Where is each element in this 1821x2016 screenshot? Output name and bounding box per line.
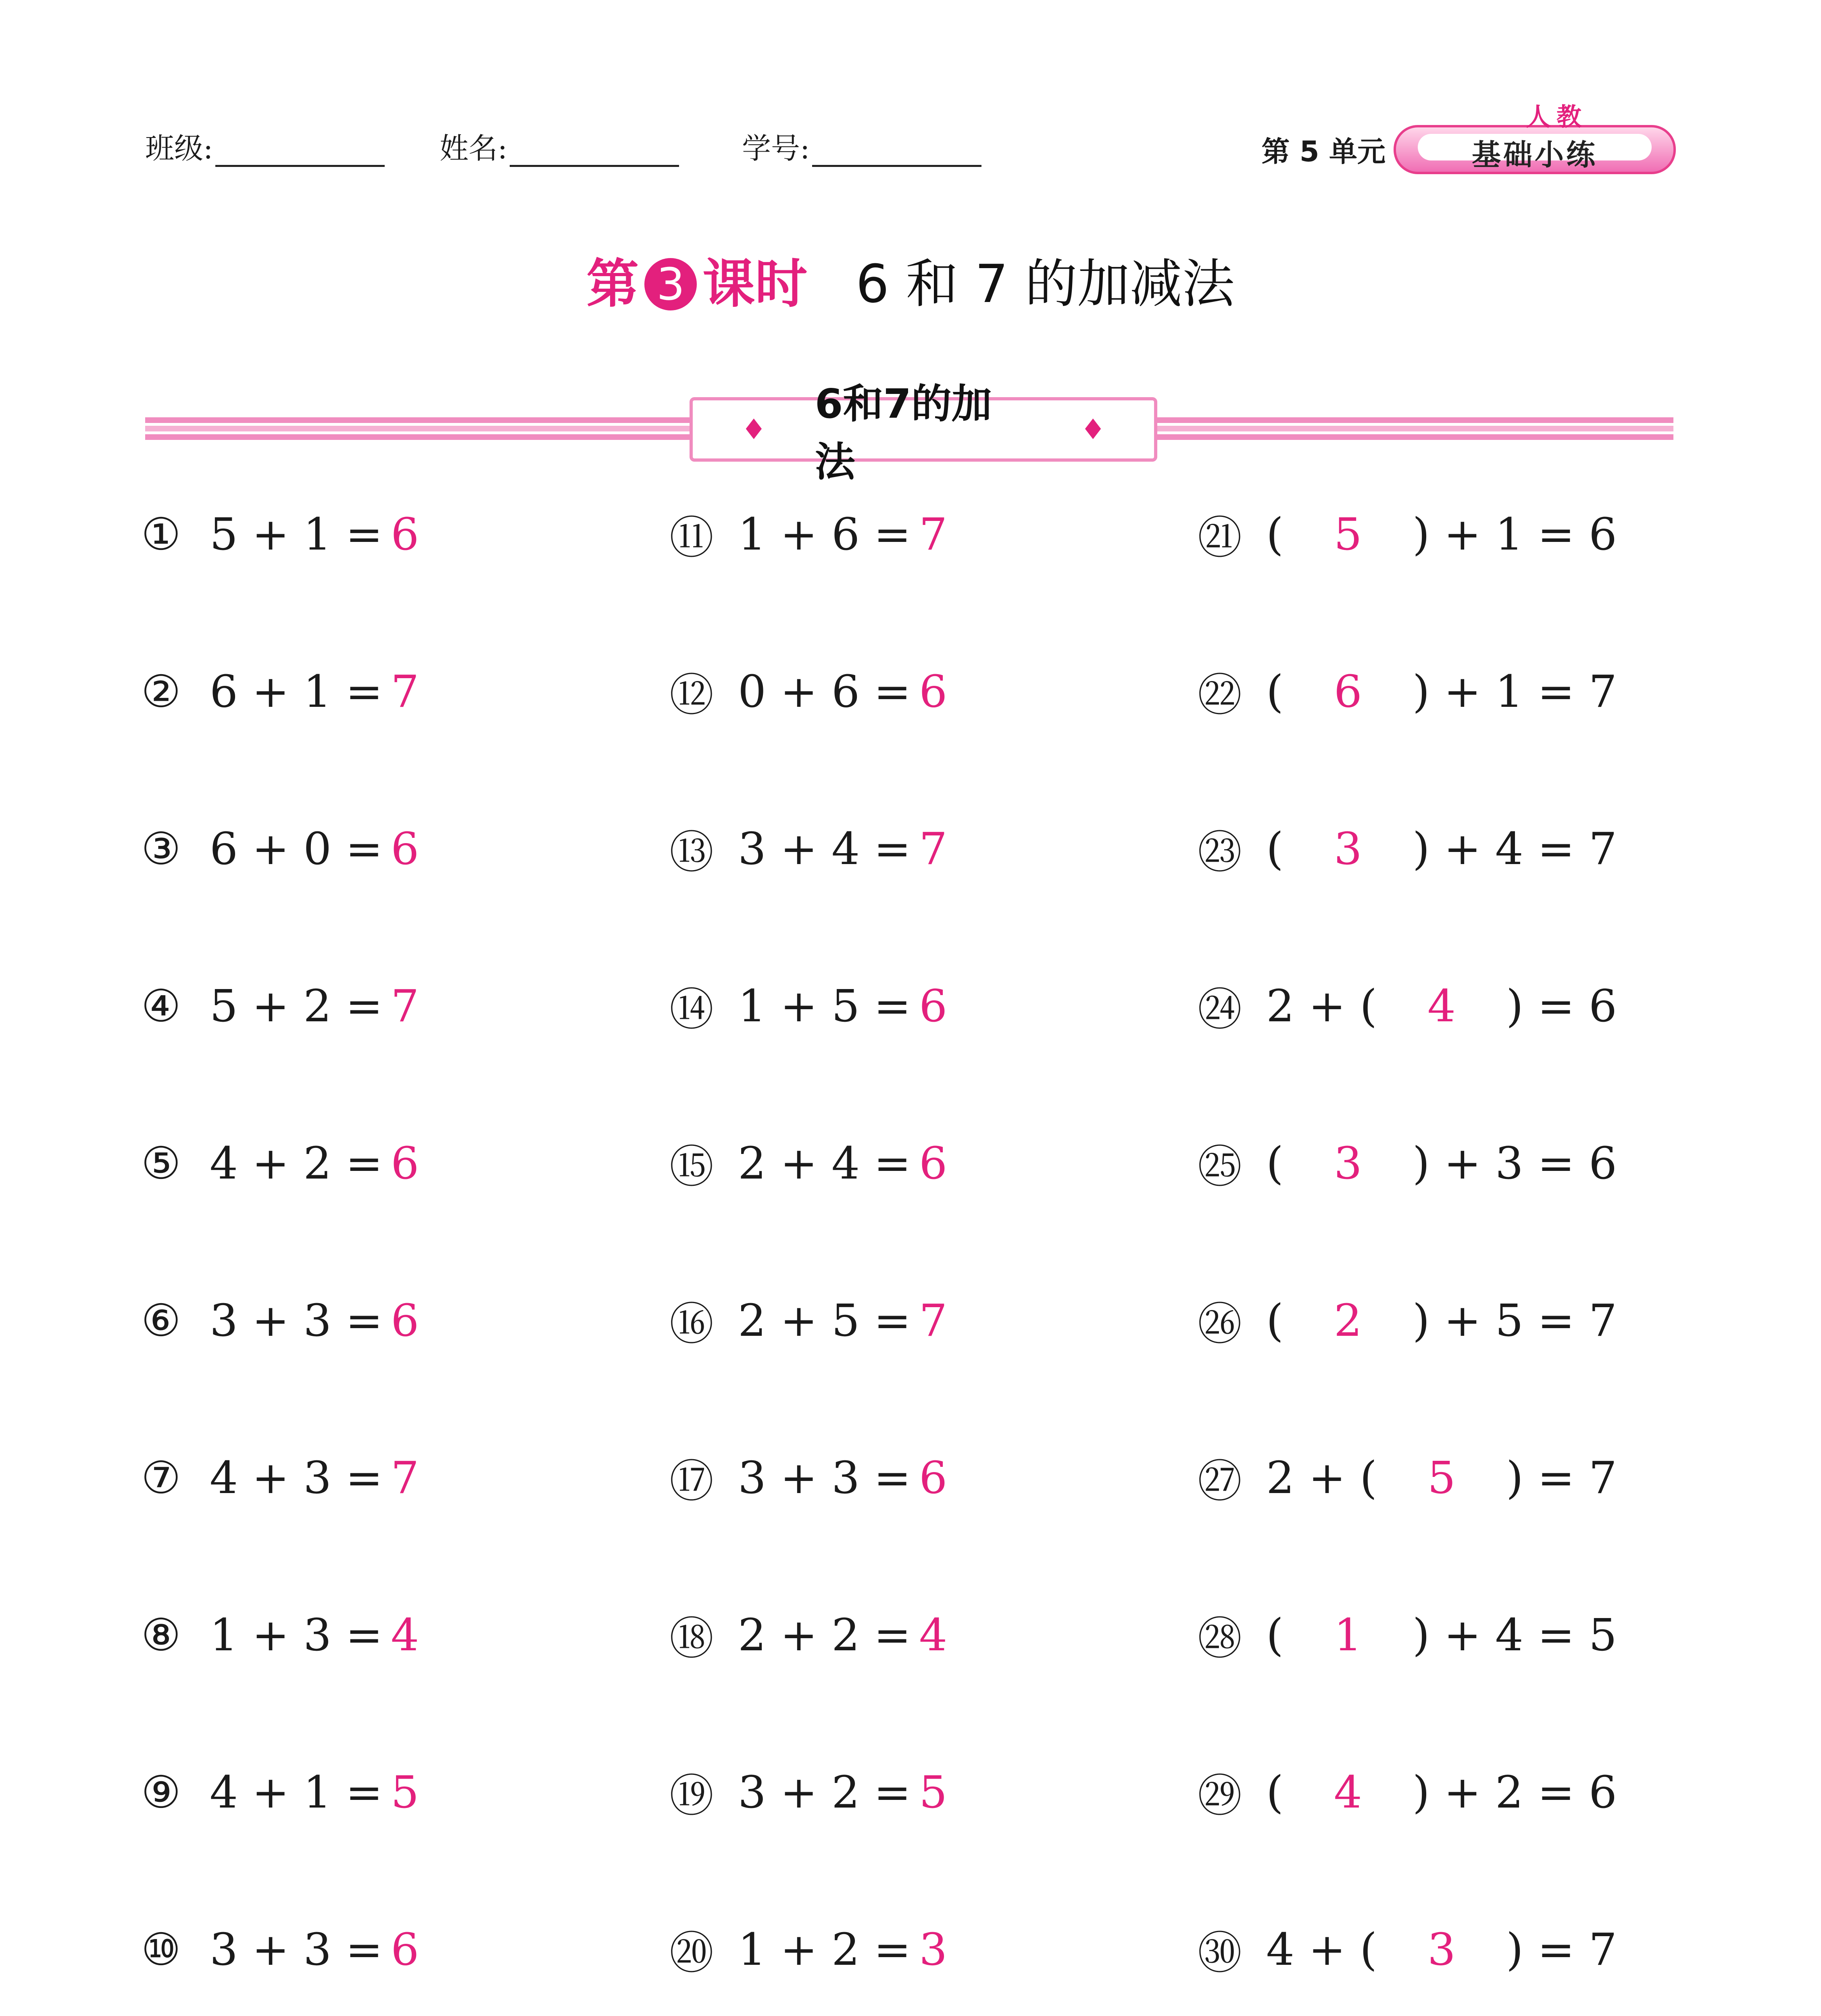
problem-suffix: ) = 6 bbox=[1506, 980, 1617, 1032]
problem-item bbox=[1198, 1917, 1617, 1982]
problem-item bbox=[669, 1131, 947, 1195]
answer-field[interactable]: 7 bbox=[391, 980, 419, 1032]
problem-item bbox=[669, 1917, 947, 1982]
problem-number: ④ bbox=[141, 980, 181, 1032]
answer-field[interactable]: 6 bbox=[919, 980, 948, 1032]
problem-number: ㉓ bbox=[1198, 827, 1242, 878]
problem-number: ② bbox=[141, 666, 181, 717]
answer-field[interactable]: 7 bbox=[919, 508, 948, 560]
problem-expression: 3 + 3 = bbox=[210, 1295, 383, 1346]
problem-item bbox=[141, 1131, 419, 1195]
problem-suffix: ) + 4 = 7 bbox=[1412, 823, 1617, 875]
section-title: 6和7的加法 bbox=[815, 380, 992, 485]
problem-expression: 3 + 2 = bbox=[738, 1766, 911, 1818]
problem-prefix: ( bbox=[1266, 1137, 1283, 1189]
problem-number: ㉑ bbox=[1198, 512, 1242, 564]
problem-expression: 1 + 5 = bbox=[738, 980, 911, 1032]
section-divider-left bbox=[145, 417, 690, 440]
series-name: 基础小练 bbox=[1471, 138, 1598, 172]
answer-field[interactable]: 5 bbox=[919, 1766, 948, 1818]
problem-expression: 2 + 2 = bbox=[738, 1609, 911, 1661]
answer-field[interactable]: 4 bbox=[1427, 980, 1456, 1032]
problem-item bbox=[669, 1445, 947, 1510]
answer-field[interactable]: 7 bbox=[391, 666, 419, 717]
publisher-label: 人教 bbox=[1525, 102, 1587, 131]
class-label: 班级: bbox=[145, 131, 213, 165]
problem-item bbox=[669, 1603, 947, 1667]
problem-number: ① bbox=[141, 508, 181, 560]
problem-prefix: ( bbox=[1266, 1609, 1283, 1661]
answer-field[interactable]: 5 bbox=[1427, 1452, 1456, 1504]
answer-field[interactable]: 4 bbox=[919, 1609, 948, 1661]
problem-item bbox=[1198, 1131, 1617, 1195]
problem-number: ⑩ bbox=[141, 1924, 181, 1975]
problem-item bbox=[141, 502, 419, 566]
problem-number: ⑯ bbox=[669, 1298, 714, 1350]
answer-field[interactable]: 5 bbox=[1333, 508, 1362, 560]
problem-item bbox=[141, 974, 419, 1038]
problem-number: ㉗ bbox=[1198, 1456, 1242, 1507]
problem-number: ⑬ bbox=[669, 827, 714, 878]
name-blank-line[interactable] bbox=[510, 141, 679, 167]
problem-number: ㉕ bbox=[1198, 1141, 1242, 1193]
series-badge bbox=[1394, 97, 1676, 177]
problem-expression: 2 + 4 = bbox=[738, 1137, 911, 1189]
problem-expression: 0 + 6 = bbox=[738, 666, 911, 717]
answer-field[interactable]: 2 bbox=[1333, 1295, 1362, 1346]
answer-field[interactable]: 6 bbox=[1333, 666, 1362, 717]
student-id-blank-line[interactable] bbox=[812, 141, 981, 167]
problem-expression: 6 + 1 = bbox=[210, 666, 383, 717]
section-heading bbox=[690, 380, 1157, 485]
problem-item bbox=[669, 1760, 947, 1824]
answer-field[interactable]: 3 bbox=[1427, 1924, 1456, 1975]
problem-expression: 1 + 6 = bbox=[738, 508, 911, 560]
problem-number: ㉔ bbox=[1198, 984, 1242, 1035]
answer-field[interactable]: 3 bbox=[919, 1924, 948, 1975]
problem-expression: 5 + 1 = bbox=[210, 508, 383, 560]
problem-number: ⑨ bbox=[141, 1766, 181, 1818]
problem-item bbox=[141, 1445, 419, 1510]
problem-item bbox=[669, 1288, 947, 1353]
problem-prefix: 2 + ( bbox=[1266, 1452, 1377, 1504]
answer-field[interactable]: 7 bbox=[919, 1295, 948, 1346]
problem-item bbox=[1198, 974, 1617, 1038]
answer-field[interactable]: 7 bbox=[391, 1452, 419, 1504]
problem-expression: 4 + 1 = bbox=[210, 1766, 383, 1818]
problem-expression: 3 + 4 = bbox=[738, 823, 911, 875]
problem-item bbox=[1198, 659, 1617, 724]
problem-suffix: ) + 1 = 6 bbox=[1412, 508, 1617, 560]
problem-suffix: ) + 4 = 5 bbox=[1412, 1609, 1617, 1661]
answer-field[interactable]: 1 bbox=[1333, 1609, 1362, 1661]
answer-field[interactable]: 3 bbox=[1333, 823, 1362, 875]
problem-prefix: 4 + ( bbox=[1266, 1924, 1377, 1975]
name-field[interactable] bbox=[440, 125, 679, 167]
problem-number: ⑱ bbox=[669, 1613, 714, 1664]
problem-prefix: ( bbox=[1266, 666, 1283, 717]
name-label: 姓名: bbox=[440, 131, 508, 165]
problem-number: ⑭ bbox=[669, 984, 714, 1035]
problem-expression: 2 + 5 = bbox=[738, 1295, 911, 1346]
problem-suffix: ) = 7 bbox=[1506, 1924, 1617, 1975]
lesson-suffix: 课时 bbox=[702, 253, 808, 314]
class-field[interactable] bbox=[145, 125, 385, 167]
lesson-prefix: 第 bbox=[586, 253, 639, 314]
problem-expression: 3 + 3 = bbox=[738, 1452, 911, 1504]
problem-number: ㉙ bbox=[1198, 1770, 1242, 1822]
problem-item bbox=[141, 1288, 419, 1353]
problem-number: ⑪ bbox=[669, 512, 714, 564]
problem-item bbox=[669, 816, 947, 881]
problem-item bbox=[1198, 502, 1617, 566]
problem-number: ⑳ bbox=[669, 1927, 714, 1979]
problem-prefix: 2 + ( bbox=[1266, 980, 1377, 1032]
problem-number: ⑥ bbox=[141, 1295, 181, 1346]
problem-prefix: ( bbox=[1266, 508, 1283, 560]
problem-item bbox=[669, 974, 947, 1038]
problem-expression: 1 + 2 = bbox=[738, 1924, 911, 1975]
answer-field[interactable]: 5 bbox=[391, 1766, 419, 1818]
problem-suffix: ) + 5 = 7 bbox=[1412, 1295, 1617, 1346]
problem-number: ⑫ bbox=[669, 669, 714, 721]
problem-item bbox=[141, 1760, 419, 1824]
student-id-label: 学号: bbox=[742, 131, 810, 165]
problem-suffix: ) = 7 bbox=[1506, 1452, 1617, 1504]
answer-field[interactable]: 4 bbox=[391, 1609, 419, 1661]
problem-suffix: ) + 2 = 6 bbox=[1412, 1766, 1617, 1818]
problem-prefix: ( bbox=[1266, 1766, 1283, 1818]
answer-field[interactable]: 6 bbox=[919, 1137, 948, 1189]
class-blank-line[interactable] bbox=[215, 141, 385, 167]
problem-item bbox=[669, 502, 947, 566]
problem-item bbox=[1198, 816, 1617, 881]
problem-item bbox=[141, 1603, 419, 1667]
problem-number: ③ bbox=[141, 823, 181, 875]
problem-suffix: ) + 1 = 7 bbox=[1412, 666, 1617, 717]
problem-item bbox=[1198, 1288, 1617, 1353]
problem-expression: 4 + 3 = bbox=[210, 1452, 383, 1504]
answer-field[interactable]: 6 bbox=[919, 666, 948, 717]
answer-field[interactable]: 6 bbox=[919, 1452, 948, 1504]
problem-item bbox=[141, 816, 419, 881]
answer-field[interactable]: 6 bbox=[391, 508, 419, 560]
problem-expression: 6 + 0 = bbox=[210, 823, 383, 875]
unit-label: 第 5 单元 bbox=[1261, 135, 1386, 168]
answer-field[interactable]: 3 bbox=[1333, 1137, 1362, 1189]
diamond-icon: ♦ bbox=[1080, 413, 1106, 446]
problem-number: ⑲ bbox=[669, 1770, 714, 1822]
problem-number: ⑰ bbox=[669, 1456, 714, 1507]
answer-field[interactable]: 6 bbox=[391, 1295, 419, 1346]
section-divider-right bbox=[1157, 417, 1673, 440]
problem-item bbox=[1198, 1603, 1617, 1667]
problem-expression: 5 + 2 = bbox=[210, 980, 383, 1032]
answer-field[interactable]: 4 bbox=[1333, 1766, 1362, 1818]
answer-field[interactable]: 6 bbox=[391, 823, 419, 875]
problem-prefix: ( bbox=[1266, 823, 1283, 875]
problem-number: ㉒ bbox=[1198, 669, 1242, 721]
problem-number: ㉖ bbox=[1198, 1298, 1242, 1350]
answer-field[interactable]: 7 bbox=[919, 823, 948, 875]
problem-number: ㉘ bbox=[1198, 1613, 1242, 1664]
problem-number: ㉚ bbox=[1198, 1927, 1242, 1979]
page-title bbox=[0, 242, 1821, 317]
problem-number: ⑮ bbox=[669, 1141, 714, 1193]
lesson-topic: 6 和 7 的加减法 bbox=[856, 253, 1235, 314]
answer-field[interactable]: 6 bbox=[391, 1137, 419, 1189]
header bbox=[145, 97, 1676, 177]
problem-item bbox=[1198, 1760, 1617, 1824]
student-id-field[interactable] bbox=[742, 125, 981, 167]
problem-item bbox=[141, 659, 419, 724]
problem-item bbox=[1198, 1445, 1617, 1510]
problem-number: ⑤ bbox=[141, 1137, 181, 1189]
problem-suffix: ) + 3 = 6 bbox=[1412, 1137, 1617, 1189]
answer-field[interactable]: 6 bbox=[391, 1924, 419, 1975]
lesson-number-badge: 3 bbox=[644, 258, 697, 310]
problem-expression: 3 + 3 = bbox=[210, 1924, 383, 1975]
problem-number: ⑦ bbox=[141, 1452, 181, 1504]
problem-item bbox=[669, 659, 947, 724]
diamond-icon: ♦ bbox=[741, 413, 767, 446]
problem-prefix: ( bbox=[1266, 1295, 1283, 1346]
problem-expression: 1 + 3 = bbox=[210, 1609, 383, 1661]
problem-number: ⑧ bbox=[141, 1609, 181, 1661]
problem-item bbox=[141, 1917, 419, 1982]
problem-expression: 4 + 2 = bbox=[210, 1137, 383, 1189]
problem-grid bbox=[141, 502, 1694, 2016]
